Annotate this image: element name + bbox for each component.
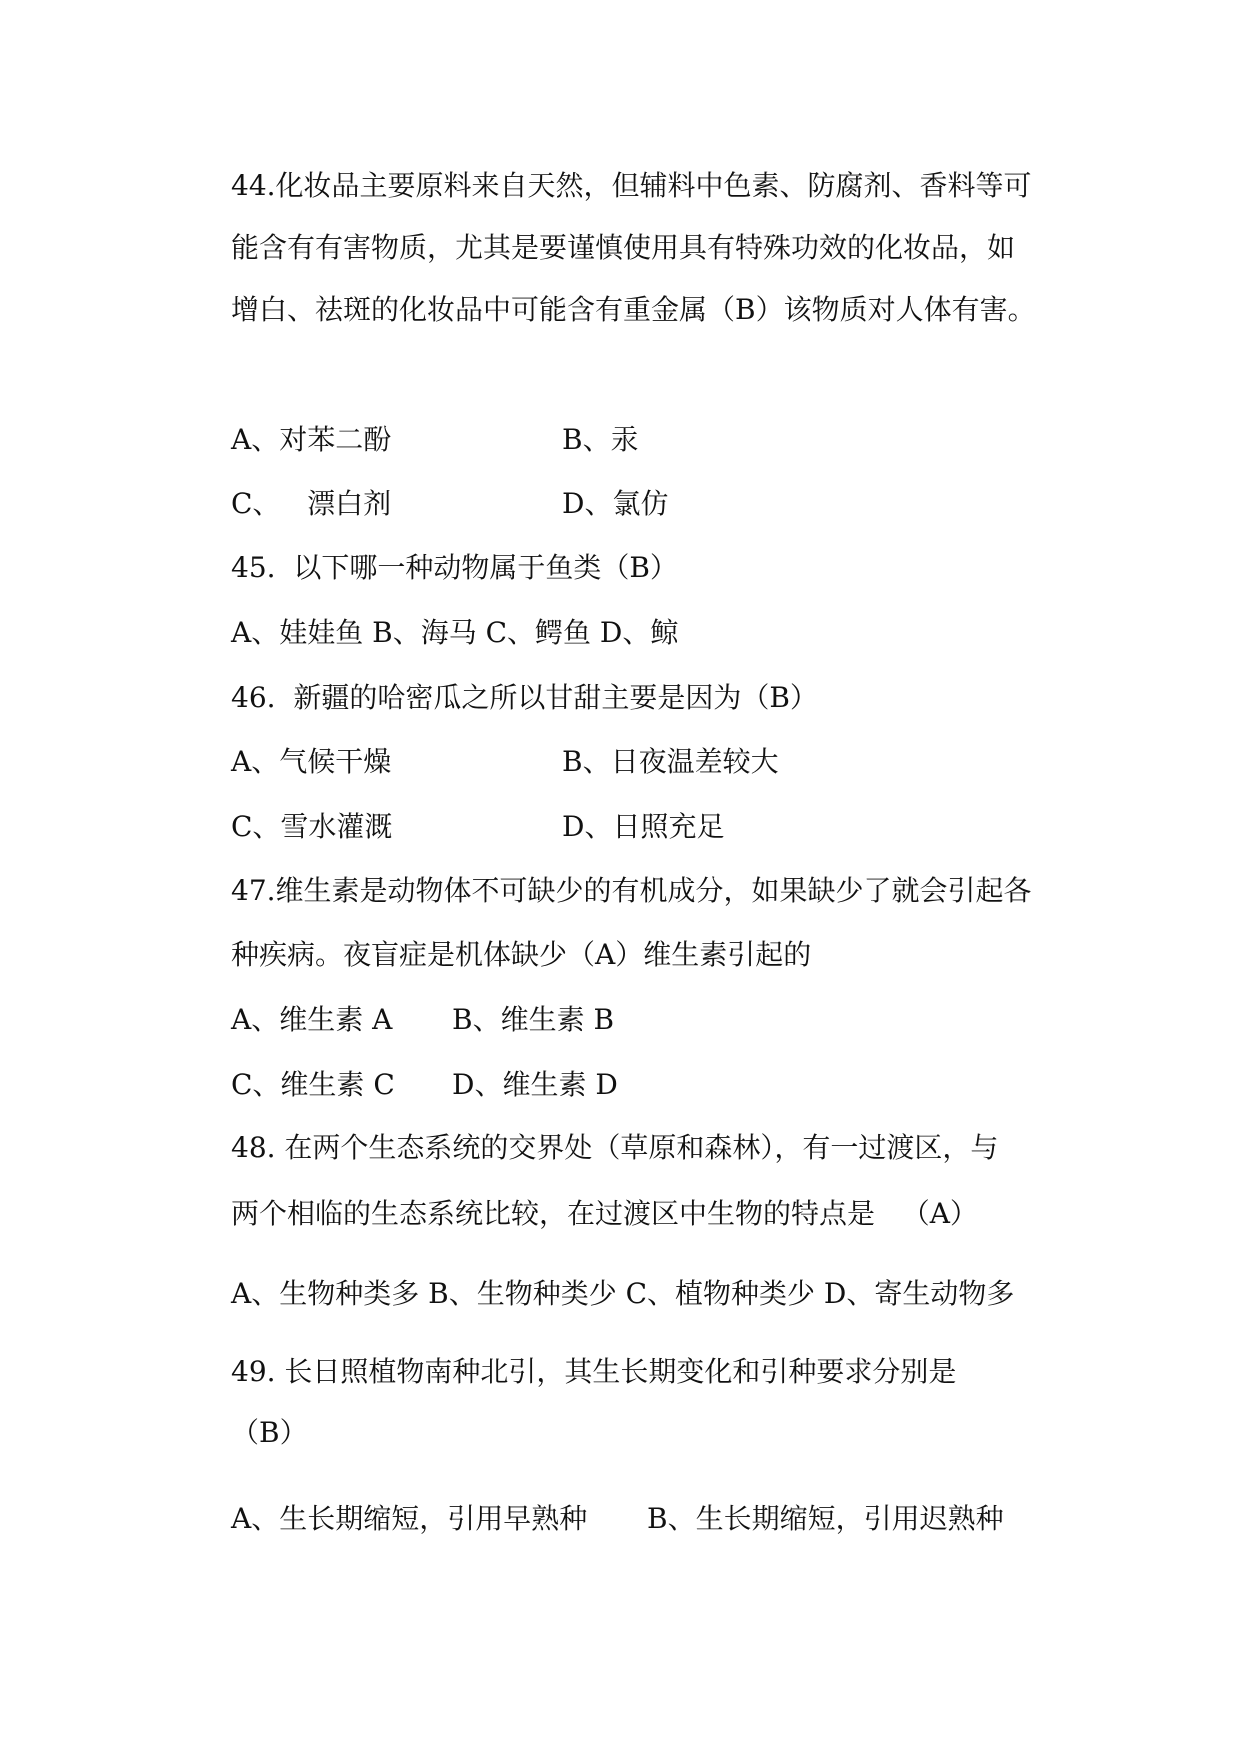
question-47-option-c: C、维生素 C (231, 1068, 395, 1101)
question-47-line-2: 种疾病。夜盲症是机体缺少（A）维生素引起的 (231, 938, 812, 971)
question-46-line-1: 46. 新疆的哈密瓜之所以甘甜主要是因为（B） (231, 681, 818, 714)
question-49-line-2: （B） (231, 1416, 308, 1449)
question-47-option-b: B、维生素 B (452, 1003, 615, 1036)
question-47-option-d: D、维生素 D (452, 1068, 618, 1101)
question-44-line-3: 增白、祛斑的化妆品中可能含有重金属（B）该物质对人体有害。 (231, 293, 1036, 326)
question-46-option-c: C、雪水灌溉 (231, 810, 393, 843)
question-45-line-1: 45. 以下哪一种动物属于鱼类（B） (231, 551, 678, 584)
question-48-line-1: 48. 在两个生态系统的交界处（草原和森林），有一过渡区，与 (231, 1131, 999, 1164)
question-49-line-1: 49. 长日照植物南种北引，其生长期变化和引种要求分别是 (231, 1355, 957, 1388)
question-46-option-d: D、日照充足 (562, 810, 725, 843)
question-44-line-2: 能含有有害物质，尤其是要谨慎使用具有特殊功效的化妆品，如 (231, 231, 1016, 264)
question-48-options: A、生物种类多 B、生物种类少 C、植物种类少 D、寄生动物多 (231, 1277, 1015, 1310)
question-44-option-d: D、氯仿 (562, 487, 669, 520)
question-48-line-2: 两个相临的生态系统比较，在过渡区中生物的特点是 （A） (231, 1197, 978, 1230)
question-46-option-b: B、日夜温差较大 (562, 745, 779, 778)
question-44-option-b: B、汞 (562, 423, 639, 456)
question-47-option-a: A、维生素 A (231, 1003, 393, 1036)
question-44-line-1: 44.化妆品主要原料来自天然，但辅料中色素、防腐剂、香料等可 (231, 169, 1032, 202)
question-46-option-a: A、气候干燥 (231, 745, 392, 778)
question-44-option-c: C、 漂白剂 (231, 487, 392, 520)
question-49-option-a: A、生长期缩短，引用早熟种 (231, 1502, 588, 1535)
question-47-line-1: 47.维生素是动物体不可缺少的有机成分，如果缺少了就会引起各 (231, 874, 1032, 907)
question-49-option-b: B、生长期缩短，引用迟熟种 (647, 1502, 1004, 1535)
question-44-option-a: A、对苯二酚 (231, 423, 392, 456)
question-45-options: A、娃娃鱼 B、海马 C、鳄鱼 D、鲸 (231, 616, 679, 649)
